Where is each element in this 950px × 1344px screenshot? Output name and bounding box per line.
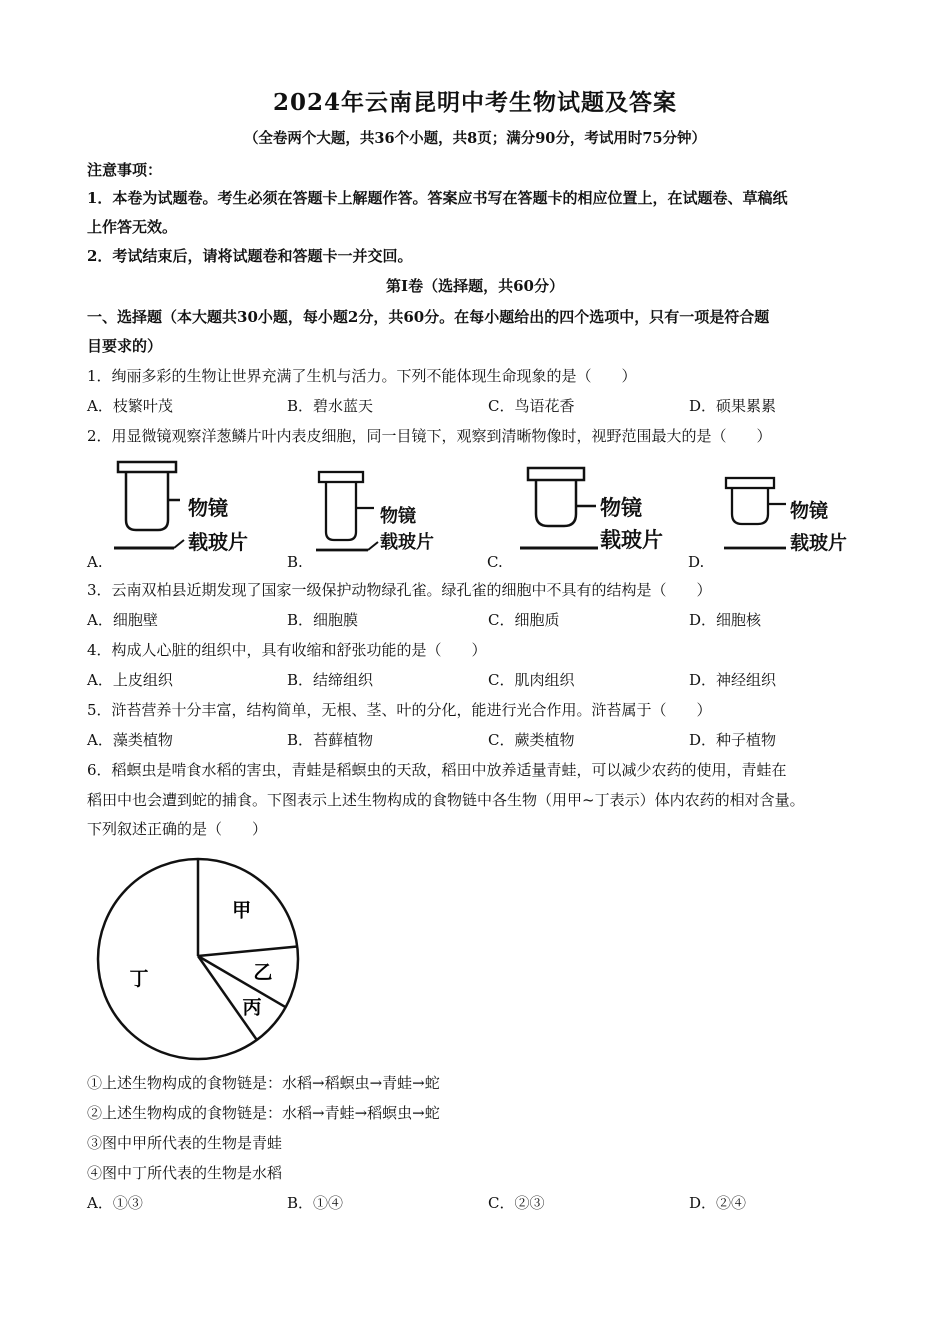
pie-chart-svg (95, 856, 305, 1066)
question-5-options (87, 730, 877, 750)
option-d: D．种子植物 (689, 731, 777, 749)
question-3-options (87, 610, 877, 630)
microscope-figure-b (314, 468, 444, 558)
objective-label-c: 物镜 (600, 495, 642, 520)
notes-heading: 注意事项： (87, 161, 163, 179)
pesticide-pie-chart (95, 856, 305, 1070)
section-heading-line-2: 目要求的） (87, 337, 163, 355)
option-b: B．苔藓植物 (287, 731, 374, 749)
option-d: D．②④ (689, 1194, 747, 1212)
question-1-stem: 1．绚丽多彩的生物让世界充满了生机与活力。下列不能体现生命现象的是（ ） (87, 367, 637, 385)
slide-label-c: 载玻片 (600, 527, 663, 552)
figure-letter-b: B. (287, 553, 303, 571)
notes-item-1-line-1: 1．本卷为试题卷。考生必须在答题卡上解题作答。答案应书写在答题卡的相应位置上，在试题卷、草稿纸 (87, 189, 788, 207)
slide-label-b: 载玻片 (380, 532, 434, 553)
figure-letter-c: C. (487, 553, 503, 571)
pie-slice-label: 乙 (253, 961, 273, 984)
option-a: A．上皮组织 (87, 671, 173, 689)
statement-1: ①上述生物构成的食物链是：水稻→稻螟虫→青蛙→蛇 (87, 1074, 440, 1092)
objective-label-b: 物镜 (380, 506, 416, 527)
question-2-stem: 2．用显微镜观察洋葱鳞片叶内表皮细胞，同一目镜下，观察到清晰物像时，视野范围最大的是（ ） (87, 427, 772, 445)
pie-slice-label: 丁 (129, 968, 149, 991)
statement-3: ③图中甲所代表的生物是青蛙 (87, 1134, 283, 1152)
notes-item-2: 2．考试结束后，请将试题卷和答题卡一并交回。 (87, 247, 413, 265)
option-a: A．枝繁叶茂 (87, 397, 173, 415)
objective-label-a: 物镜 (188, 496, 228, 520)
option-b: B．细胞膜 (287, 611, 359, 629)
option-c: C．蕨类植物 (488, 731, 575, 749)
question-6-options (87, 1193, 877, 1213)
pie-slice-label: 甲 (232, 899, 252, 922)
option-a: A．藻类植物 (87, 731, 173, 749)
notes-item-1-line-2: 上作答无效。 (87, 218, 178, 236)
option-b: B．碧水蓝天 (287, 397, 374, 415)
question-6-stem-line-2: 稻田中也会遭到蛇的捕食。下图表示上述生物构成的食物链中各生物（用甲~丁表示）体内农药的相对含量。 (87, 791, 805, 809)
pie-slice-label: 丙 (242, 996, 262, 1019)
option-c: C．肌肉组织 (488, 671, 575, 689)
option-c: C．鸟语花香 (488, 397, 575, 415)
section-title: 第Ⅰ卷（选择题，共60分） (386, 277, 564, 295)
pie-slice-boundary (198, 946, 297, 956)
option-b: B．①④ (287, 1194, 344, 1212)
microscope-figure-d (716, 474, 856, 554)
question-6-stem-line-3: 下列叙述正确的是（ ） (87, 820, 268, 838)
question-4-options (87, 670, 877, 690)
figure-letter-a: A. (87, 553, 103, 571)
question-6-stem-line-1: 6．稻螟虫是啃食水稻的害虫，青蛙是稻螟虫的天敌，稻田中放养适量青蛙，可以减少农药的使用，青蛙在 (87, 761, 787, 779)
question-4-stem: 4．构成人心脏的组织中，具有收缩和舒张功能的是（ ） (87, 641, 487, 659)
statement-2: ②上述生物构成的食物链是：水稻→青蛙→稻螟虫→蛇 (87, 1104, 440, 1122)
option-b: B．结缔组织 (287, 671, 374, 689)
slide-label-d: 载玻片 (790, 532, 848, 554)
option-d: D．硕果累累 (689, 397, 777, 415)
objective-label-d: 物镜 (790, 500, 829, 522)
statement-4: ④图中丁所代表的生物是水稻 (87, 1164, 283, 1182)
question-1-options (87, 396, 877, 416)
microscope-figure-c (512, 464, 672, 554)
slide-label-a: 载玻片 (188, 530, 248, 554)
option-a: A．细胞壁 (87, 611, 158, 629)
section-heading-line-1: 一、选择题（本大题共30小题，每小题2分，共60分。在每小题给出的四个选项中，只有一项是符合题 (87, 308, 770, 326)
option-a: A．①③ (87, 1194, 143, 1212)
page-title: 2024年云南昆明中考生物试题及答案 (272, 89, 677, 116)
option-d: D．细胞核 (689, 611, 762, 629)
page-subtitle: （全卷两个大题，共36个小题，共8页；满分90分，考试用时75分钟） (243, 130, 707, 147)
question-3-stem: 3．云南双柏县近期发现了国家一级保护动物绿孔雀。绿孔雀的细胞中不具有的结构是（ ） (87, 581, 712, 599)
option-c: C．细胞质 (488, 611, 560, 629)
option-c: C．②③ (488, 1194, 545, 1212)
option-d: D．神经组织 (689, 671, 777, 689)
figure-letter-d: D. (688, 553, 705, 571)
microscope-figure-a (112, 458, 272, 558)
question-5-stem: 5．浒苔营养十分丰富，结构简单，无根、茎、叶的分化，能进行光合作用。浒苔属于（ ） (87, 701, 712, 719)
